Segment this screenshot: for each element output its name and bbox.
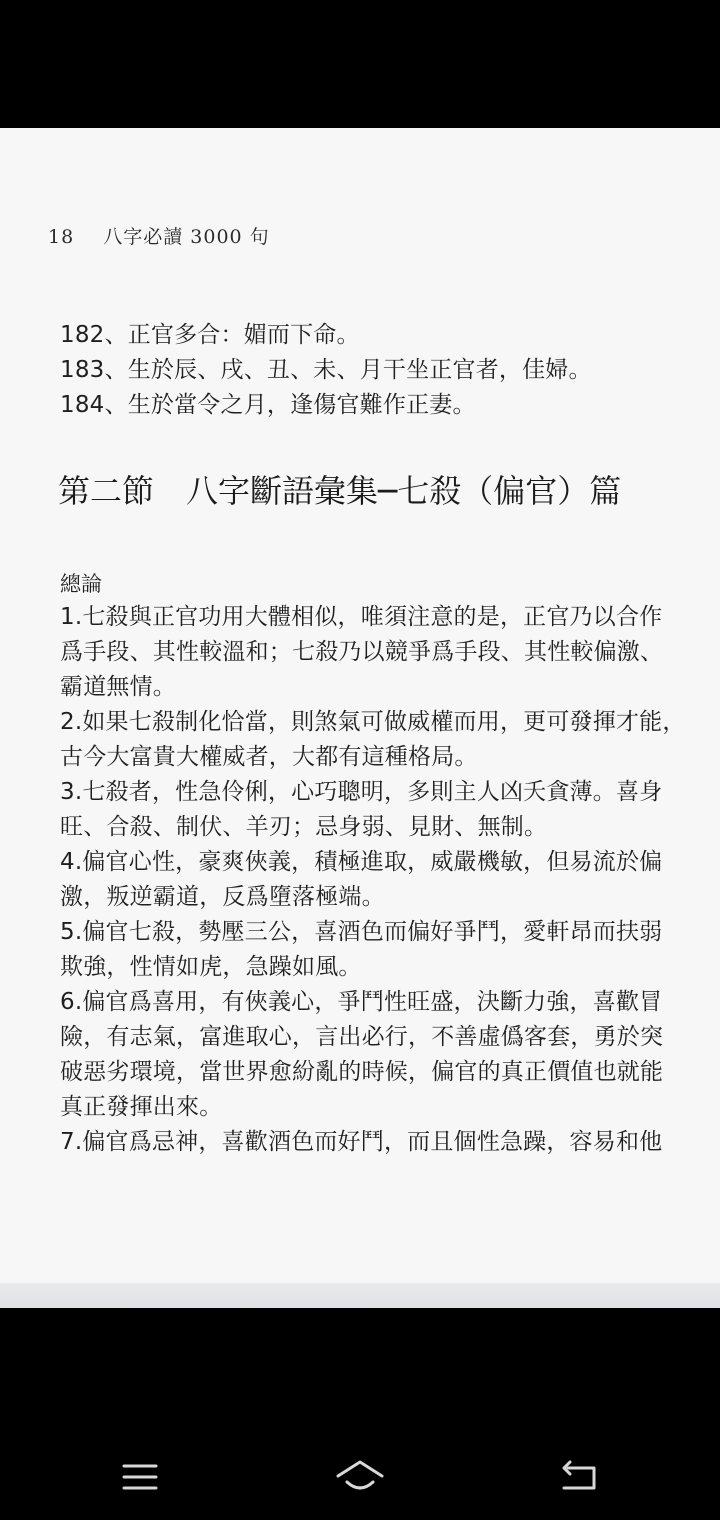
list-item: 183、生於辰、戌、丑、未、月干坐正官者，佳婦。 [60, 357, 592, 383]
body-line: 2.如果七殺制化恰當，則煞氣可做威權而用，更可發揮才能， [60, 709, 686, 735]
body-line: 破惡劣環境，當世界愈紛亂的時候，偏官的真正價值也就能 [60, 1059, 664, 1085]
body-line: 險，有志氣，富進取心，言出必行，不善虛僞客套，勇於突 [60, 1024, 664, 1050]
subheading: 總論 [60, 572, 102, 596]
back-icon[interactable] [548, 1446, 608, 1506]
body-line: 3.七殺者，性急伶俐，心巧聰明，多則主人凶夭貪薄。喜身 [60, 779, 663, 805]
body-line: 爲手段、其性較溫和；七殺乃以競爭爲手段、其性較偏激、 [60, 639, 664, 665]
body-line: 旺、合殺、制伏、羊刃；忌身弱、見財、無制。 [60, 814, 548, 840]
body-line: 真正發揮出來。 [60, 1094, 223, 1120]
running-head [48, 222, 270, 249]
body-line: 7.偏官爲忌神，喜歡酒色而好鬥，而且個性急躁，容易和他 [60, 1129, 663, 1155]
body-line: 激，叛逆霸道，反爲墮落極端。 [60, 884, 385, 910]
body-line: 1.七殺與正官功用大體相似，唯須注意的是，正官乃以合作 [60, 604, 663, 630]
body-line: 欺強，性情如虎，急躁如風。 [60, 954, 362, 980]
list-item: 182、正官多合：媚而下命。 [60, 322, 360, 348]
body-line: 6.偏官爲喜用，有俠義心，爭鬥性旺盛，決斷力強，喜歡冒 [60, 989, 663, 1015]
book-page [0, 128, 720, 1308]
body-line: 5.偏官七殺，勢壓三公，喜酒色而偏好爭鬥，愛軒昂而扶弱 [60, 919, 663, 945]
list-item: 184、生於當令之月，逢傷官難作正妻。 [60, 392, 476, 418]
page-number: 18 [48, 226, 75, 248]
body-line: 4.偏官心性，豪爽俠義，積極進取，威嚴機敏，但易流於偏 [60, 849, 663, 875]
navigation-bar [0, 1308, 720, 1520]
menu-icon[interactable] [110, 1446, 170, 1506]
book-title: 八字必讀 3000 句 [103, 226, 270, 248]
home-icon[interactable] [330, 1446, 390, 1506]
page-edge [0, 1283, 720, 1308]
status-bar-area [0, 0, 720, 128]
body-line: 霸道無情。 [60, 674, 176, 700]
section-heading: 第二節 八字斷語彙集─七殺（偏官）篇 [58, 472, 622, 510]
body-line: 古今大富貴大權威者，大都有這種格局。 [60, 744, 478, 770]
